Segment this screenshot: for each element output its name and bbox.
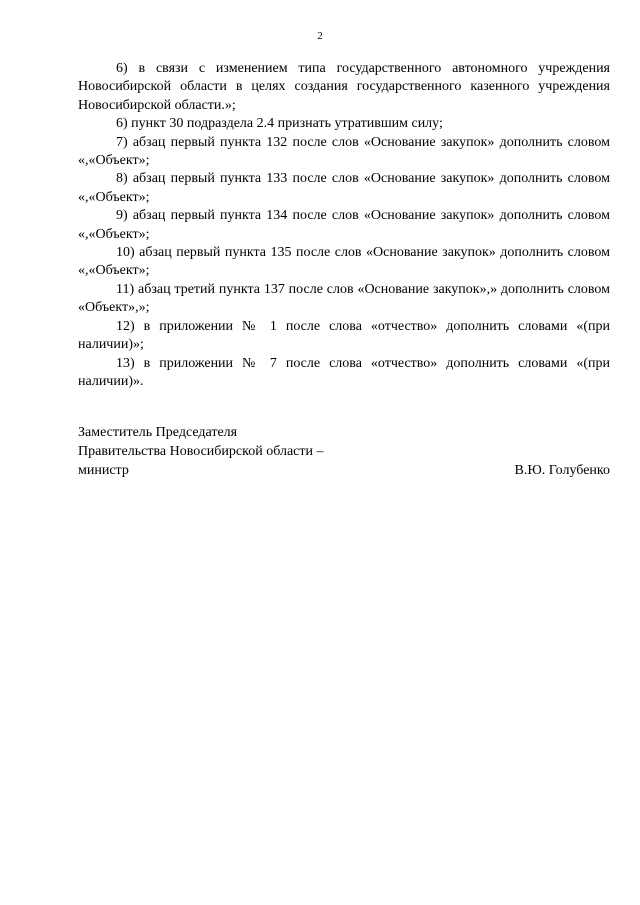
paragraph-item-9: 9) абзац первый пункта 134 после слов «Основание закупок» дополнить словом «,«Объект»; [78, 208, 610, 242]
signer-name: В.Ю. Голубенко [514, 463, 610, 478]
signer-title-line-1: Заместитель Председателя [78, 425, 238, 440]
paragraph-item-11: 11) абзац третий пункта 137 после слов «Основание закупок»,» дополнить словом «Объект»,»; [78, 281, 610, 316]
paragraph-item-6a: 6) в связи с изменением типа государственного автономного учреждения Новосибирской области в целях создания государственного казенного учреждения Новосибирской области.»; [78, 61, 610, 113]
signer-title-line-2: Правительства Новосибирской области – [78, 444, 324, 459]
paragraph-item-8: 8) абзац первый пункта 133 после слов «Основание закупок» дополнить словом «,«Объект»; [78, 171, 610, 205]
paragraph-item-6b: 6) пункт 30 подраздела 2.4 признать утратившим силу; [116, 116, 443, 132]
paragraph-item-7: 7) абзац первый пункта 132 после слов «Основание закупок» дополнить словом «,«Объект»; [78, 134, 610, 169]
paragraph-item-12: 12) в приложении № 1 после слова «отчество» дополнить словами «(при наличии)»; [78, 318, 610, 353]
page-number: 2 [317, 30, 323, 42]
signature-block [78, 423, 610, 480]
paragraph-item-13: 13) в приложении № 7 после слова «отчество» дополнить словами «(при наличии)». [78, 355, 610, 389]
document-body [78, 60, 610, 391]
paragraph-item-10: 10) абзац первый пункта 135 после слов «Основание закупок» дополнить словом «,«Объект»; [78, 245, 610, 279]
signer-title-line-3: министр [78, 463, 129, 478]
signer-row [78, 461, 610, 480]
